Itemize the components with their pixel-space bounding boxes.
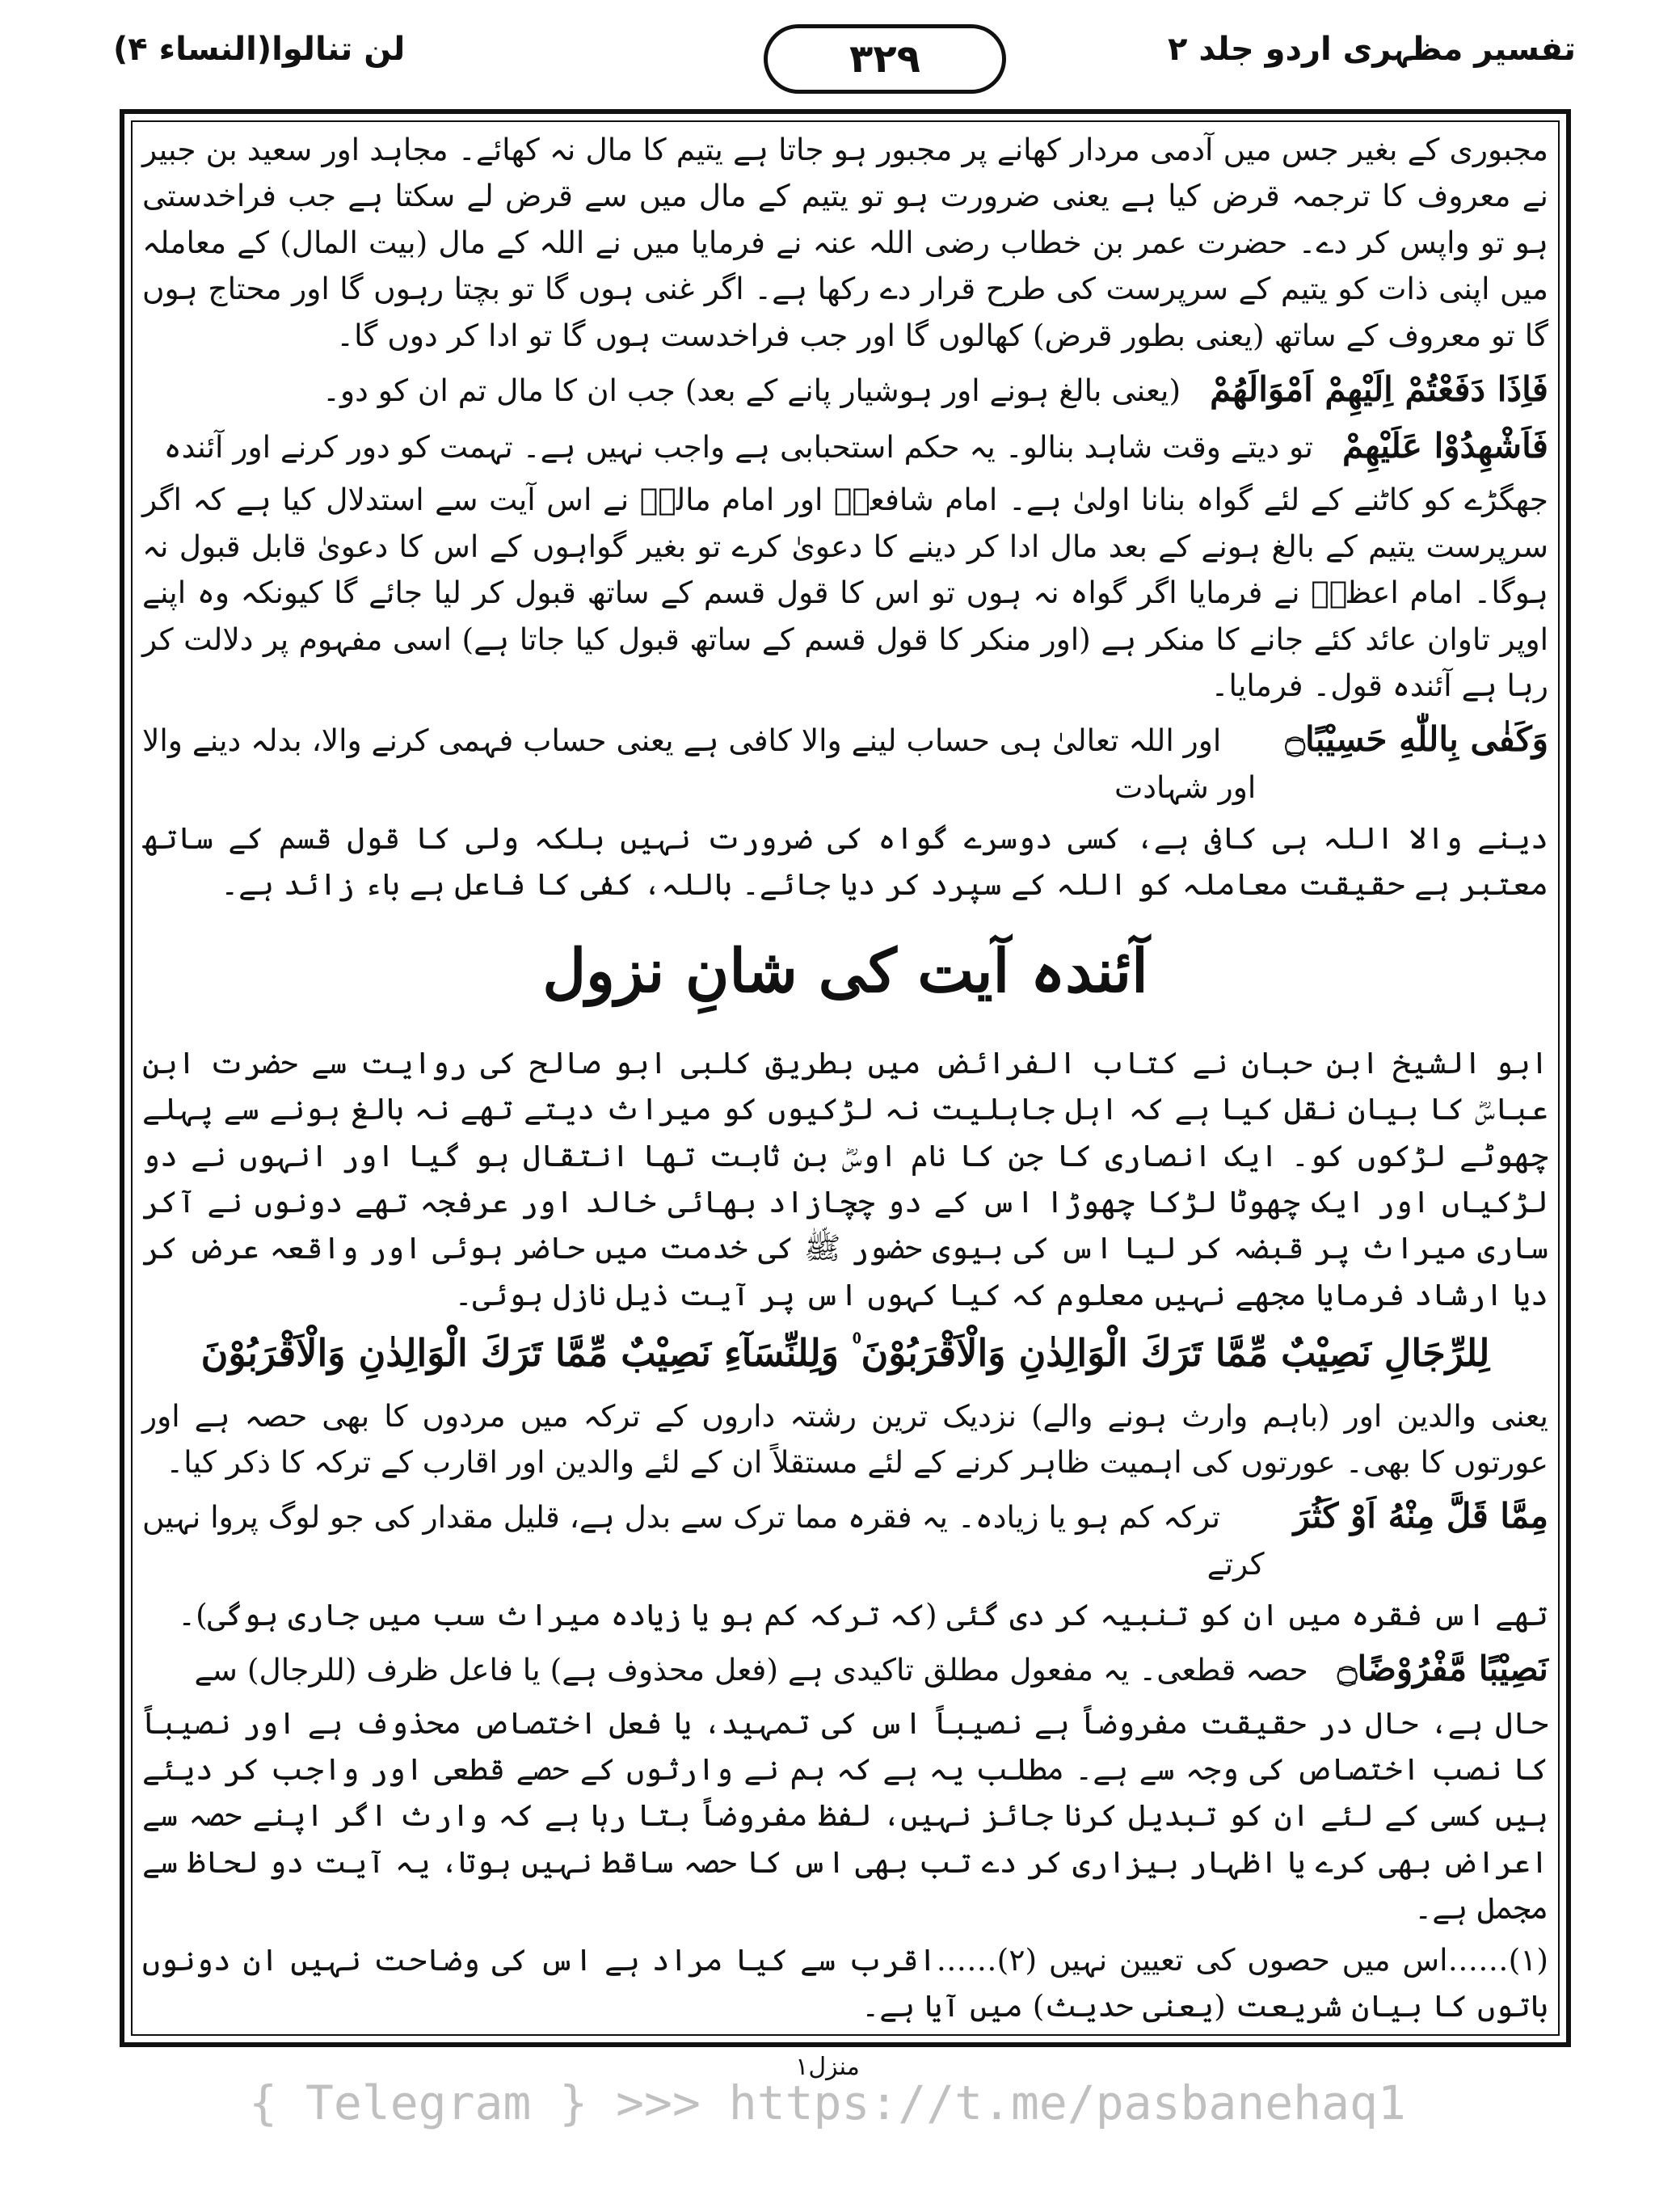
ayah-line (142, 364, 1548, 415)
verse-gloss: حصہ قطعی۔ یہ مفعول مطلق تاکیدی ہے (فعل محذوف ہے) یا فاعل ظرف (للرجال) سے (194, 1652, 1308, 1688)
page-body (142, 127, 1548, 2029)
paragraph: حال ہے، حال در حقیقت مفروضاً ہے نصیباً اس کی تمہید، یا فعل اختصاص محذوف ہے اور نصیباً کا نصب اختصاص کی وجہ سے ہے۔ مطلب یہ ہے کہ ہم نے وارثوں کے حصے قطعی اور واجب کر دیئے ہیں کسی کے لئے ان کو تبدیل کرنا جائز نہیں، لفظ مفروضاً بتا رہا ہے کہ وارث اگر اپنے حصہ سے اعراض بھی کرے یا اظہار بیزاری کر دے تب بھی اس کا حصہ ساقط نہیں ہوتا، یہ آیت دو لحاظ سے مجمل ہے۔ (142, 1704, 1548, 1927)
quran-verse: نَصِيْبًا مَّفْرُوْضًا۝ (1337, 1649, 1548, 1689)
verse-gloss: تو دیتے وقت شاہد بنالو۔ یہ حکم استحبابی ہے واجب نہیں ہے۔ تہمت کو دور کرنے اور آئندہ (163, 429, 1313, 466)
section-heading: آئندہ آیت کی شانِ نزول (542, 936, 1148, 1006)
paragraph: یعنی والدین اور (باہم وارث ہونے والے) نزدیک ترین رشتہ داروں کے ترکہ میں مردوں کا بھی حصہ ہے اور عورتوں کا بھی۔ عورتوں کی اہمیت ظاہر کرنے کے لئے مستقلاً ان کے لئے والدین اور اقارب کے ترکہ کا ذکر کیا۔ (142, 1397, 1548, 1480)
ayah-line (142, 1490, 1548, 1587)
paragraph: (۱)……اس میں حصوں کی تعیین نہیں (۲)……اقرب سے کیا مراد ہے اس کی وضاحت نہیں ان دونوں باتوں کا بیان شریعت (یعنی حدیث) میں آیا ہے۔ (142, 1941, 1548, 2024)
surah-reference: لن تنالوا(النساء ۴) (113, 31, 406, 68)
text-frame (120, 109, 1571, 2047)
paragraph: دینے والا اللہ ہی کافی ہے، کسی دوسرے گواہ کی ضرورت نہیں بلکہ ولی کا قول قسم کے ساتھ معتبر ہے حقیقت معاملہ کو اللہ کے سپرد کر دیا جائے۔ باللہ، کفٰی کا فاعل ہے باء زائد ہے۔ (142, 820, 1548, 903)
ayah-line (142, 714, 1548, 811)
quran-verse: فَاَشْهِدُوْا عَلَيْهِمْ (1342, 426, 1548, 466)
quran-verse: وَكَفٰى بِاللّٰهِ حَسِيْبًا۝ (1285, 719, 1548, 760)
quran-verse: مِمَّا قَلَّ مِنْهُ اَوْ كَثُرَ (1293, 1496, 1548, 1536)
quran-verse: فَاِذَا دَفَعْتُمْ اِلَيْهِمْ اَمْوَالَهُمْ (1210, 369, 1548, 409)
paragraph: مجبوری کے بغیر جس میں آدمی مردار کھانے پر مجبور ہو جاتا ہے یتیم کا مال نہ کھائے۔ مجاہد اور سعید بن جبیر نے معروف کا ترجمہ قرض کیا ہے یعنی ضرورت ہو تو یتیم کے مال میں سے قرض لے سکتا ہے جب فراخدستی ہو تو واپس کر دے۔ حضرت عمر بن خطاب رضی اللہ عنہ نے فرمایا میں نے اللہ کے مال (بیت المال) کے معاملہ میں اپنی ذات کو یتیم کے سرپرست کی طرح قرار دے رکھا ہے۔ اگر غنی ہوں گا تو بچتا رہوں گا اور محتاج ہوں گا تو معروف کے ساتھ (یعنی بطور قرض) کھالوں گا اور جب فراخدست ہوں گا تو ادا کر دوں گا۔ (142, 132, 1548, 353)
paragraph: تھے اس فقرہ میں ان کو تنبیہ کر دی گئی (کہ ترکہ کم ہو یا زیادہ میراث سب میں جاری ہوگی)۔ (178, 1597, 1548, 1633)
book-title: تفسیر مظہری اردو جلد ۲ (1168, 31, 1576, 68)
verse-gloss: ترکہ کم ہو یا زیادہ۔ یہ فقرہ مما ترک سے بدل ہے، قلیل مقدار کی جو لوگ پروا نہیں کرتے (142, 1499, 1265, 1582)
ayah-line (142, 1643, 1548, 1695)
manzil-marker: منزل۱ (795, 2053, 860, 2081)
page-number-badge: ۳۲۹ (764, 24, 1006, 94)
paragraph: ابو الشیخ ابن حبان نے کتاب الفرائض میں بطریق کلبی ابو صالح کی روایت سے حضرت ابن عباسؓ کا بیان نقل کیا ہے کہ اہل جاہلیت نہ لڑکیوں کو میراث دیتے تھے نہ بالغ ہونے سے پہلے چھوٹے لڑکوں کو۔ ایک انصاری کا جن کا نام اوسؓ بن ثابت تھا انتقال ہو گیا اور انہوں نے دو لڑکیاں اور ایک چھوٹا لڑکا چھوڑا اس کے دو چچازاد بھائی خالد اور عرفجہ تھے دونوں نے آکر ساری میراث پر قبضہ کر لیا اس کی بیوی حضور ﷺ کی خدمت میں حاضر ہوئی اور واقعہ عرض کر دیا ارشاد فرمایا مجھے نہیں معلوم کہ کیا کہوں اس پر آیت ذیل نازل ہوئی۔ (142, 1044, 1548, 1312)
quran-verse-full: لِلرِّجَالِ نَصِيْبٌ مِّمَّا تَرَكَ الْوَالِدٰنِ وَالْاَقْرَبُوْنَ ۠ وَلِلنِّسَآءِ نَصِيْبٌ مِّمَّا تَرَكَ الْوَالِدٰنِ وَالْاَقْرَبُوْنَ (200, 1331, 1490, 1376)
verse-gloss: اور اللہ تعالیٰ ہی حساب لینے والا کافی ہے یعنی حساب فہمی کرنے والا، بدلہ دینے والا اور شہادت (142, 723, 1257, 805)
paragraph: جھگڑے کو کاٹنے کے لئے گواہ بنانا اولیٰ ہے۔ امام شافعیؒ اور امام مالکؒ نے اس آیت سے استدلال کیا ہے کہ اگر سرپرست یتیم کے بالغ ہونے کے بعد مال ادا کر دینے کا دعویٰ کرے تو بغیر گواہوں کے اس کا دعویٰ قابل قبول نہ ہوگا۔ امام اعظمؒ نے فرمایا اگر گواہ نہ ہوں تو اس کا قول قسم کے ساتھ قبول کر لیا جائے گا کیونکہ وہ اپنے اوپر تاوان عائد کئے جانے کا منکر ہے (اور منکر کا قول قسم کے ساتھ قبول کیا جاتا ہے) اسی مفہوم پر دلالت کر رہا ہے آئندہ قول۔ فرمایا۔ (142, 482, 1548, 703)
verse-gloss: (یعنی بالغ ہونے اور ہوشیار پانے کے بعد) جب ان کا مال تم ان کو دو۔ (322, 372, 1181, 408)
page-header (113, 24, 1576, 113)
telegram-watermark[interactable]: { Telegram } >>> https://t.me/pasbanehaq1 (249, 2075, 1406, 2130)
ayah-line (142, 420, 1548, 472)
